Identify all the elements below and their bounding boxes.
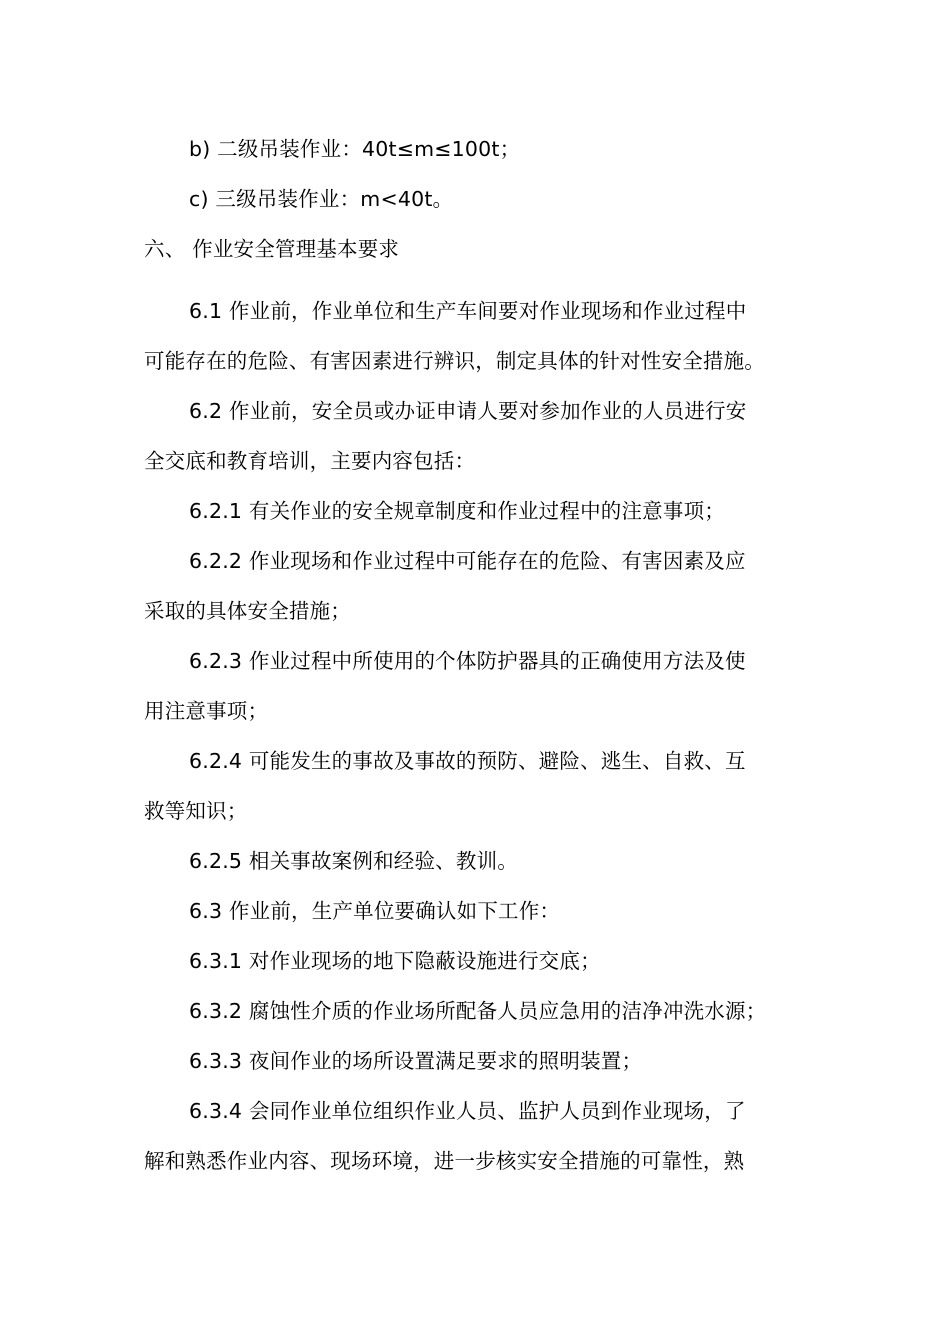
paragraph-6-3-4-line-1: 6.3.4 会同作业单位组织作业人员、监护人员到作业现场，了	[189, 1099, 746, 1123]
paragraph-6-2-line-2: 全交底和教育培训，主要内容包括：	[144, 449, 476, 473]
paragraph-6-2-3-line-1: 6.2.3 作业过程中所使用的个体防护器具的正确使用方法及使	[189, 649, 746, 673]
list-item-c: c) 三级吊装作业：m<40t。	[189, 187, 454, 211]
paragraph-6-2-line-1: 6.2 作业前，安全员或办证申请人要对参加作业的人员进行安	[189, 399, 747, 423]
paragraph-6-2-2-line-2: 采取的具体安全措施；	[144, 599, 351, 623]
paragraph-6-2-1: 6.2.1 有关作业的安全规章制度和作业过程中的注意事项；	[189, 499, 725, 523]
section-heading: 六、 作业安全管理基本要求	[144, 237, 400, 261]
list-item-b: b) 二级吊装作业：40t≤m≤100t；	[189, 137, 521, 161]
paragraph-6-2-4-line-1: 6.2.4 可能发生的事故及事故的预防、避险、逃生、自救、互	[189, 749, 746, 773]
paragraph-6-3-4-line-2: 解和熟悉作业内容、现场环境，进一步核实安全措施的可靠性，熟	[144, 1149, 745, 1173]
paragraph-6-2-5: 6.2.5 相关事故案例和经验、教训。	[189, 849, 518, 873]
paragraph-6-3-3: 6.3.3 夜间作业的场所设置满足要求的照明装置；	[189, 1049, 643, 1073]
paragraph-6-3: 6.3 作业前，生产单位要确认如下工作：	[189, 899, 561, 923]
paragraph-6-3-2: 6.3.2 腐蚀性介质的作业场所配备人员应急用的洁净冲洗水源；	[189, 999, 767, 1023]
paragraph-6-2-2-line-1: 6.2.2 作业现场和作业过程中可能存在的危险、有害因素及应	[189, 549, 746, 573]
paragraph-6-2-4-line-2: 救等知识；	[144, 799, 248, 823]
paragraph-6-2-3-line-2: 用注意事项；	[144, 699, 269, 723]
paragraph-6-1-line-1: 6.1 作业前，作业单位和生产车间要对作业现场和作业过程中	[189, 299, 747, 323]
paragraph-6-3-1: 6.3.1 对作业现场的地下隐蔽设施进行交底；	[189, 949, 601, 973]
paragraph-6-1-line-2: 可能存在的危险、有害因素进行辨识，制定具体的针对性安全措施。	[144, 349, 765, 373]
